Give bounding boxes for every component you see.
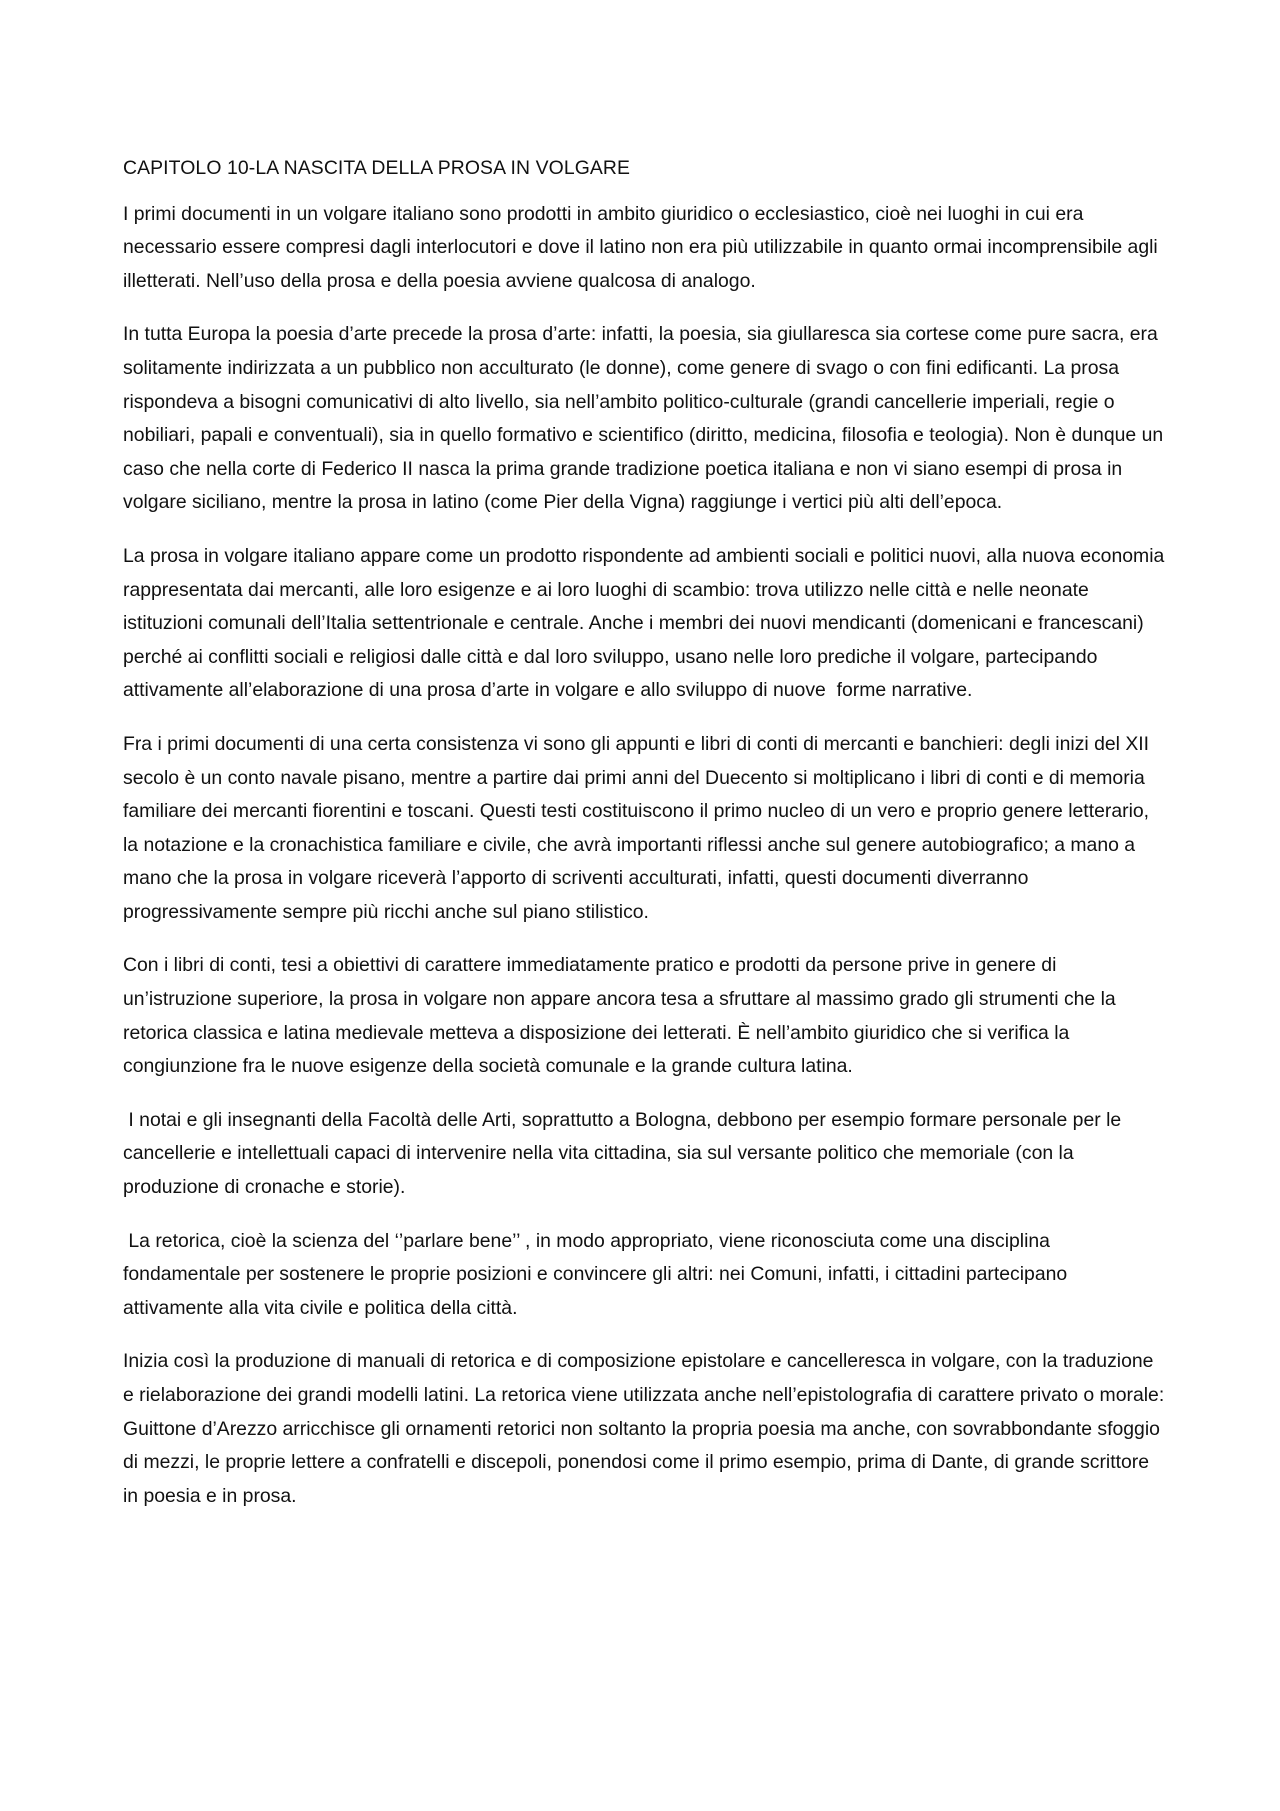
paragraph-4: Fra i primi documenti di una certa consistenza vi sono gli appunti e libri di conti di mercanti e banchieri: degli inizi del XII secolo è un conto navale pisano, mentre a partire dai primi anni del Duecento si moltiplicano i libri di conti e di memoria familiare dei mercanti fiorentini e toscani. Questi testi costituiscono il primo nucleo di un vero e proprio genere letterario, la notazione e la cronachistica familiare e civile, che avrà importanti riflessi anche sul genere autobiografico; a mano a mano che la prosa in volgare riceverà l’apporto di scriventi acculturati, infatti, questi documenti diverranno progressivamente sempre più ricchi anche sul piano stilistico.: [123, 732, 1155, 923]
document-body: [123, 152, 1168, 1533]
paragraph-2: In tutta Europa la poesia d’arte precede la prosa d’arte: infatti, la poesia, sia giullaresca sia cortese come pure sacra, era solitamente indirizzata a un pubblico non acculturato (le donne), come genere di svago o con fini edificanti. La prosa rispondeva a bisogni comunicativi di alto livello, sia nell’ambito politico-culturale (grandi cancellerie imperiali, regie o nobiliari, papali e conventuali), sia in quello formativo e scientifico (diritto, medicina, filosofia e teologia). Non è dunque un caso che nella corte di Federico II nasca la prima grande tradizione poetica italiana e non vi siano esempi di prosa in volgare siciliano, mentre la prosa in latino (come Pier della Vigna) raggiunge i vertici più alti dell’epoca.: [123, 323, 1169, 514]
paragraph-8: Inizia così la produzione di manuali di retorica e di composizione epistolare e cancelleresca in volgare, con la traduzione e rielaborazione dei grandi modelli latini. La retorica viene utilizzata anche nell’epistolografia di carattere privato o morale: Guittone d’Arezzo arricchisce gli ornamenti retorici non soltanto la propria poesia ma anche, con sovrabbondante sfoggio di mezzi, le proprie lettere a confratelli e discepoli, ponendosi come il primo esempio, prima di Dante, di grande scrittore in poesia e in prosa.: [123, 1350, 1170, 1507]
paragraph-6: I notai e gli insegnanti della Facoltà delle Arti, soprattutto a Bologna, debbono per esempio formare personale per le cancellerie e intellettuali capaci di intervenire nella vita cittadina, sia sul versante politico che memoriale (con la produzione di cronache e storie).: [123, 1108, 1127, 1199]
chapter-title: CAPITOLO 10-LA NASCITA DELLA PROSA IN VOLGARE: [123, 157, 631, 179]
paragraph-7: La retorica, cioè la scienza del ‘’parlare bene’’ , in modo appropriato, viene riconosciuta come una disciplina fondamentale per sostenere le proprie posizioni e convincere gli altri: nei Comuni, infatti, i cittadini partecipano attivamente alla vita civile e politica della città.: [123, 1229, 1073, 1319]
paragraph-1: I primi documenti in un volgare italiano sono prodotti in ambito giuridico o ecclesiastico, cioè nei luoghi in cui era necessario essere compresi dagli interlocutori e dove il latino non era più utilizzabile in quanto ormai incomprensibile agli illetterati. Nell’uso della prosa e della poesia avviene qualcosa di analogo.: [123, 202, 1164, 292]
paragraph-3: La prosa in volgare italiano appare come un prodotto rispondente ad ambienti sociali e politici nuovi, alla nuova economia rappresentata dai mercanti, alle loro esigenze e ai loro luoghi di scambio: trova utilizzo nelle città e nelle neonate istituzioni comunali dell’Italia settentrionale e centrale. Anche i membri dei nuovi mendicanti (domenicani e francescani) perché ai conflitti sociali e religiosi dalle città e dal loro sviluppo, usano nelle loro prediche il volgare, partecipando attivamente all’elaborazione di una prosa d’arte in volgare e allo sviluppo di nuove forme narrative.: [123, 544, 1170, 702]
paragraph-5: Con i libri di conti, tesi a obiettivi di carattere immediatamente pratico e prodotti da persone prive in genere di un’istruzione superiore, la prosa in volgare non appare ancora tesa a sfruttare al massimo grado gli strumenti che la retorica classica e latina medievale metteva a disposizione dei letterati. È nell’ambito giuridico che si verifica la congiunzione fra le nuove esigenze della società comunale e la grande cultura latina.: [123, 954, 1122, 1078]
